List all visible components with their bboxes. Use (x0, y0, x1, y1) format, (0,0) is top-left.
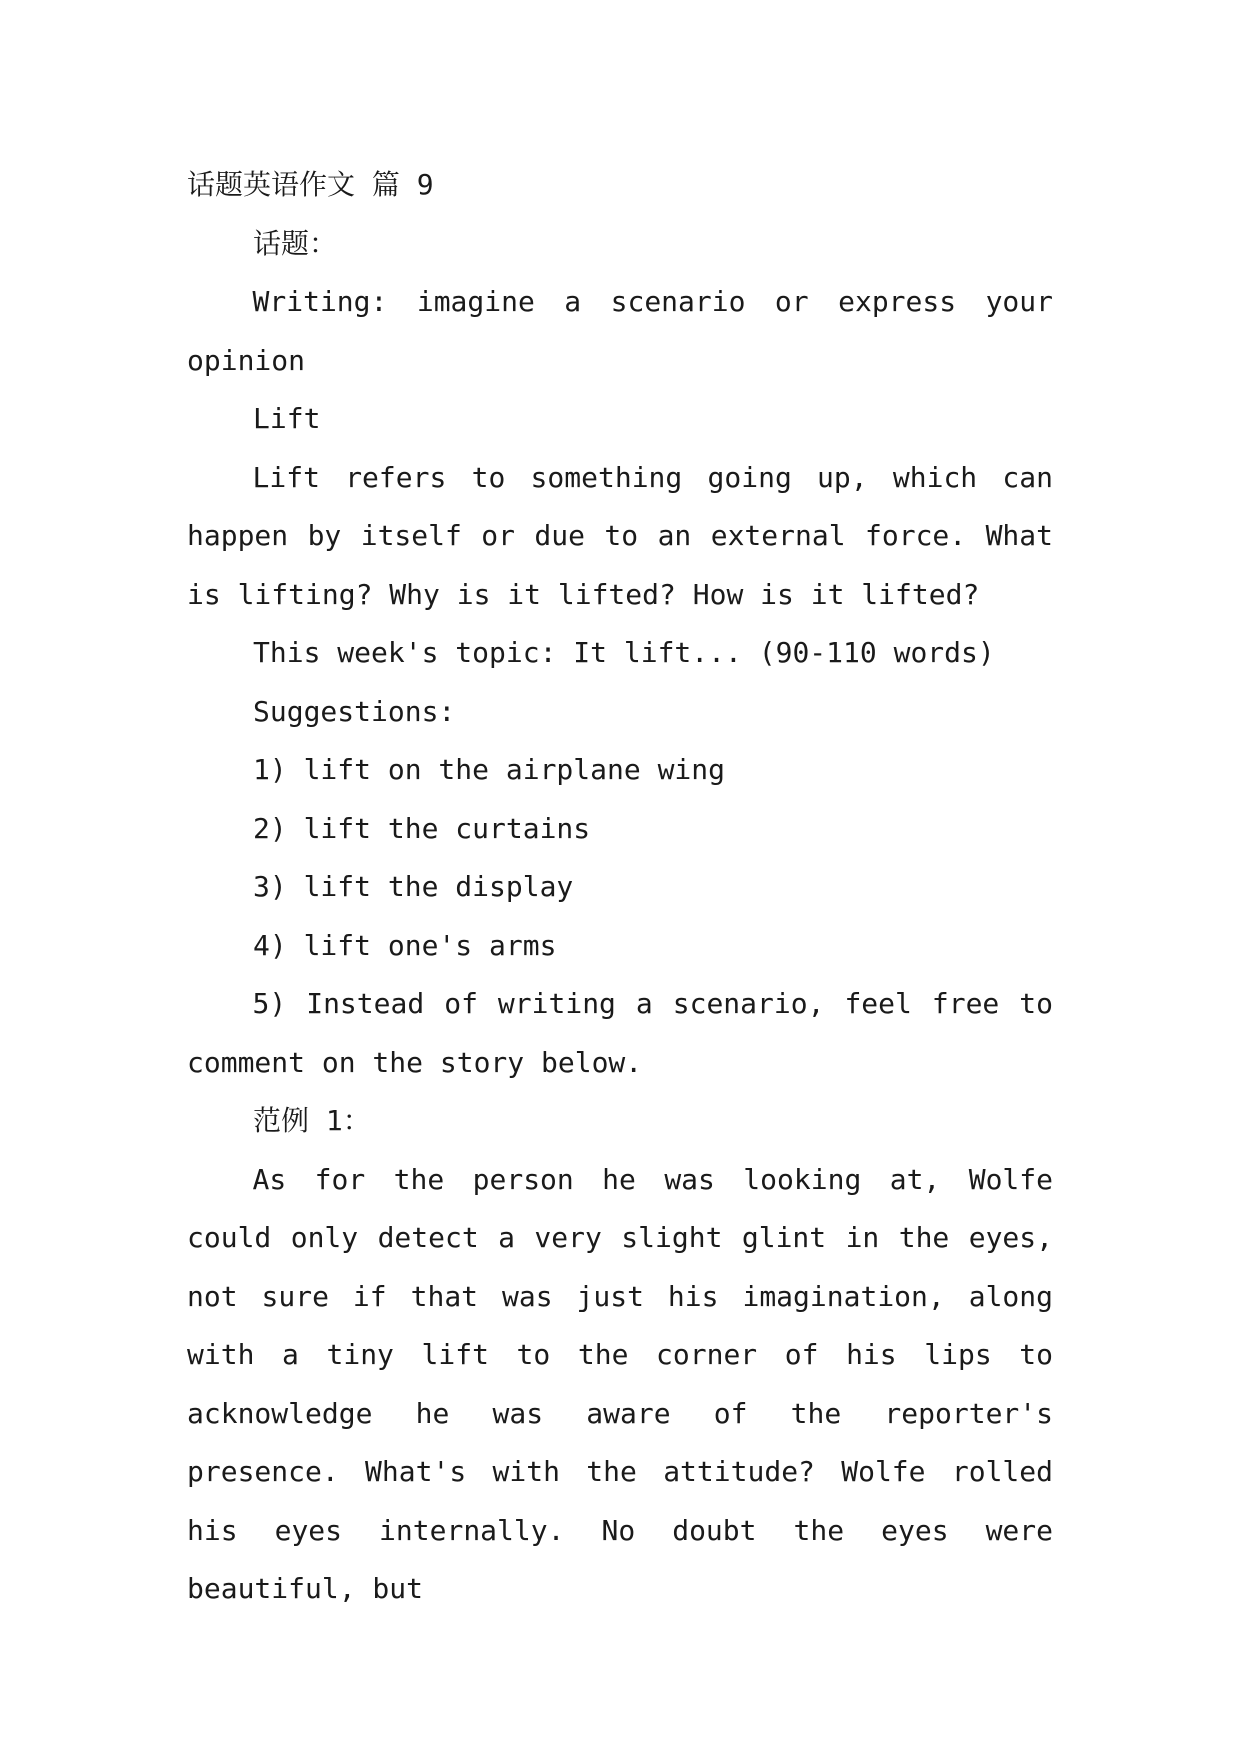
suggestion-item: 3) lift the display (253, 870, 574, 903)
lift-heading: Lift (253, 402, 321, 435)
document-title: 话题英语作文 篇 9 (187, 168, 434, 201)
topic-label: 话题： (253, 226, 338, 260)
topic-text: Writing: imagine a scenario or express your opinion (187, 285, 1053, 377)
suggestion-item: 1) lift on the airplane wing (253, 753, 726, 786)
lift-description: Lift refers to something going up, which can happen by itself or due to an external force. What is lifting? Why is it lifted? How is it lifted? (187, 460, 1053, 611)
suggestions-label: Suggestions: (253, 694, 456, 728)
example-label: 范例 1： (253, 1104, 371, 1137)
suggestion-item: 5) Instead of writing a scenario, feel free to comment on the story below. (187, 987, 1053, 1079)
document-page (187, 156, 1053, 1619)
suggestion-item: 4) lift one's arms (253, 928, 557, 962)
example-text: As for the person he was looking at, Wolfe could only detect a very slight glint in the eyes, not sure if that was just his imagination, along with a tiny lift to the corner of his lips to acknowledge he was aware of the reporter's presence. What's with the attitude? Wolfe rolled his eyes internally. No doubt the eyes were beautiful, but (187, 1162, 1053, 1605)
suggestion-item: 2) lift the curtains (253, 811, 591, 845)
weekly-topic: This week's topic: It lift... (90-110 words) (253, 636, 995, 669)
